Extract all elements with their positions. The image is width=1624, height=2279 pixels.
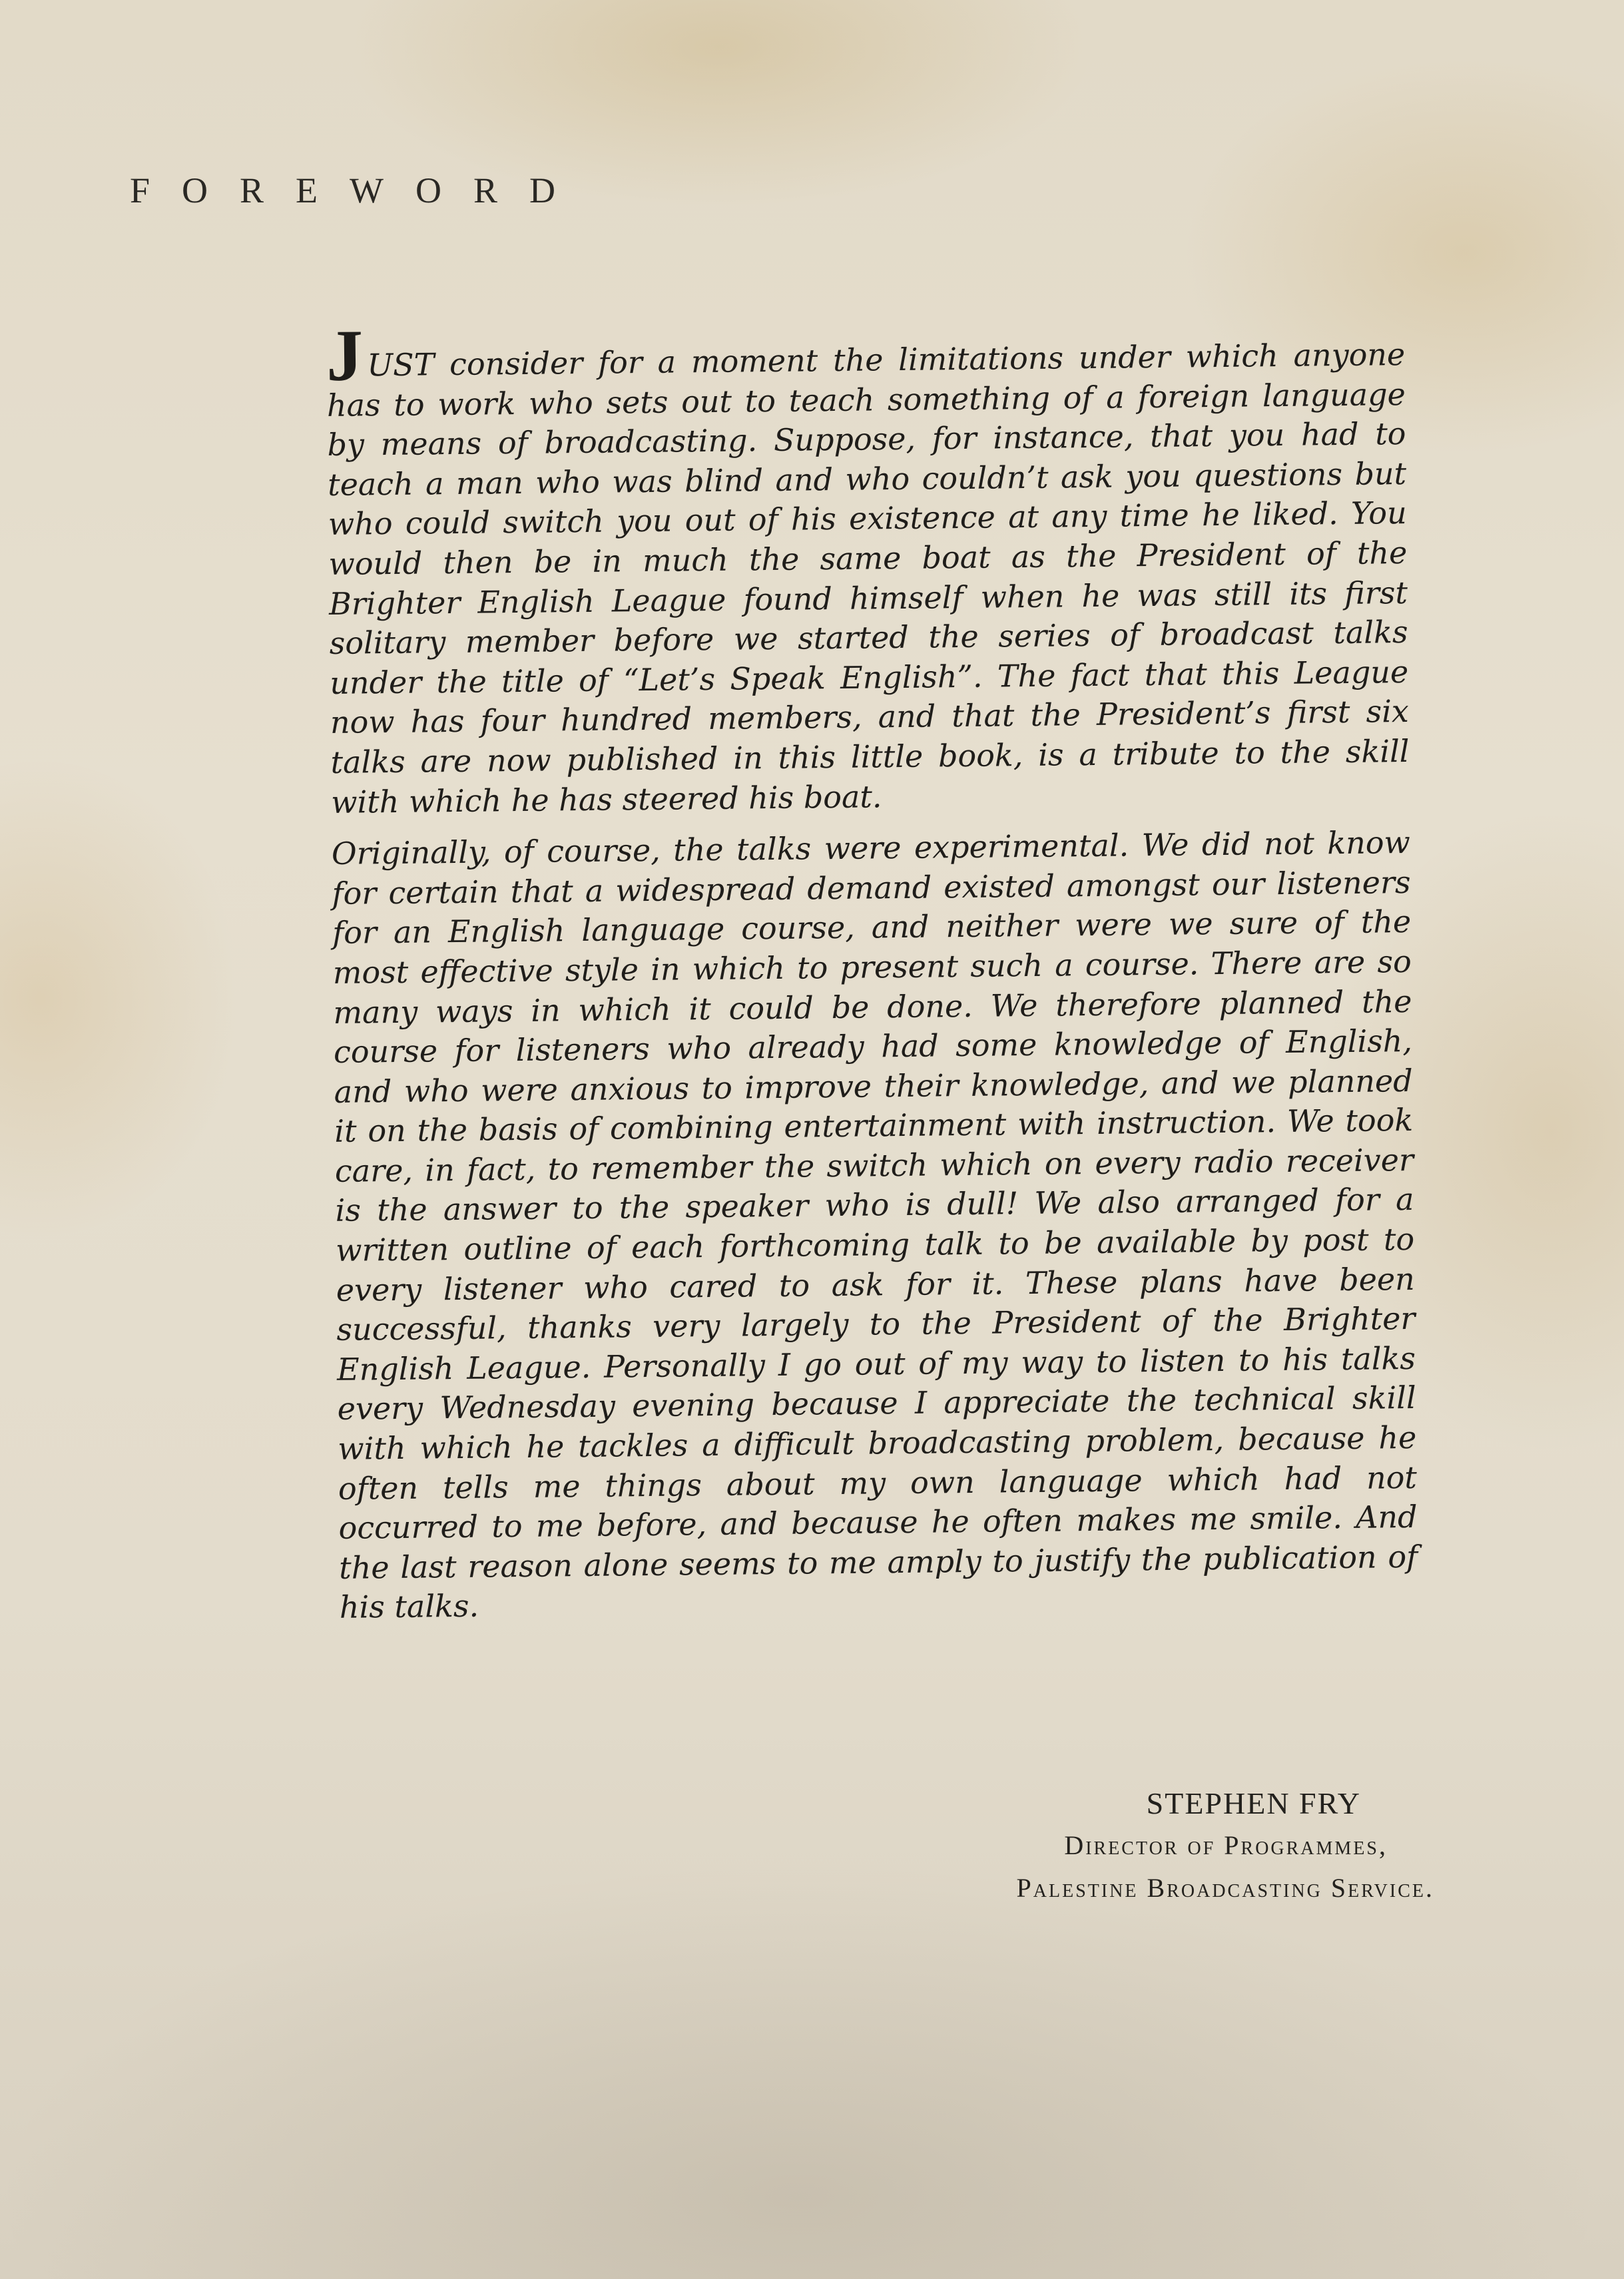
paragraph-2: Originally, of course, the talks were experimental. We did not know for certain that a widespread demand existed amongst our listeners for an English language course, and neither were we sure of the most effective style in which to present such a course. There are so many ways in which it could be done. We therefore planned the course for listeners who already had some knowledge of English, and who were anxious to improve their knowledge, and we planned it on the basis of combining entertainment with instruction. We took care, in fact, to remember the switch which on every radio receiver is the answer to the speaker who is dull! We also arranged for a written outline of each forthcoming talk to be available by post to every listener who cared to ask for it. These plans have been successful, thanks very largely to the President of the Brighter English League. Personally I go out of my way to listen to his talks every Wednesday evening because I appreciate the technical skill with which he tackles a difficult broadcasting problem, because he often tells me things about my own language which had not occurred to me before, and because he often makes me smile. And the last reason alone seems to me amply to justify the publication of his talks. [331, 824, 1418, 1626]
paragraph-1 [326, 314, 1410, 822]
signature-organization: Palestine Broadcasting Service. [1016, 1873, 1434, 1903]
paragraph-1-text: consider for a moment the limitations under which anyone has to work who sets out to teach something of a foreign language by means of broadcasting. Suppose, for instance, that you had to teach a man who was blind and who couldn’t ask you questions but who could switch you out of his existence at any time he liked. You would then be in much the same boat as the President of the Brighter English League found himself when he was still its first solitary member before we started the series of broadcast talks under the title of “Let’s Speak English”. The fact that this League now has four hundred members, and that the President’s first six talks are now published in this little book, is a tribute to the skill with which he has steered his boat. [326, 336, 1410, 820]
paragraph-1-lead: UST [367, 346, 435, 383]
drop-cap: J [326, 314, 364, 396]
signature-title: Director of Programmes, [1064, 1830, 1388, 1860]
signature-name: STEPHEN FRY [1146, 1786, 1361, 1820]
foreword-body [326, 314, 1418, 1640]
page-heading: FOREWORD [130, 170, 588, 210]
signature-block [1017, 1783, 1434, 1909]
